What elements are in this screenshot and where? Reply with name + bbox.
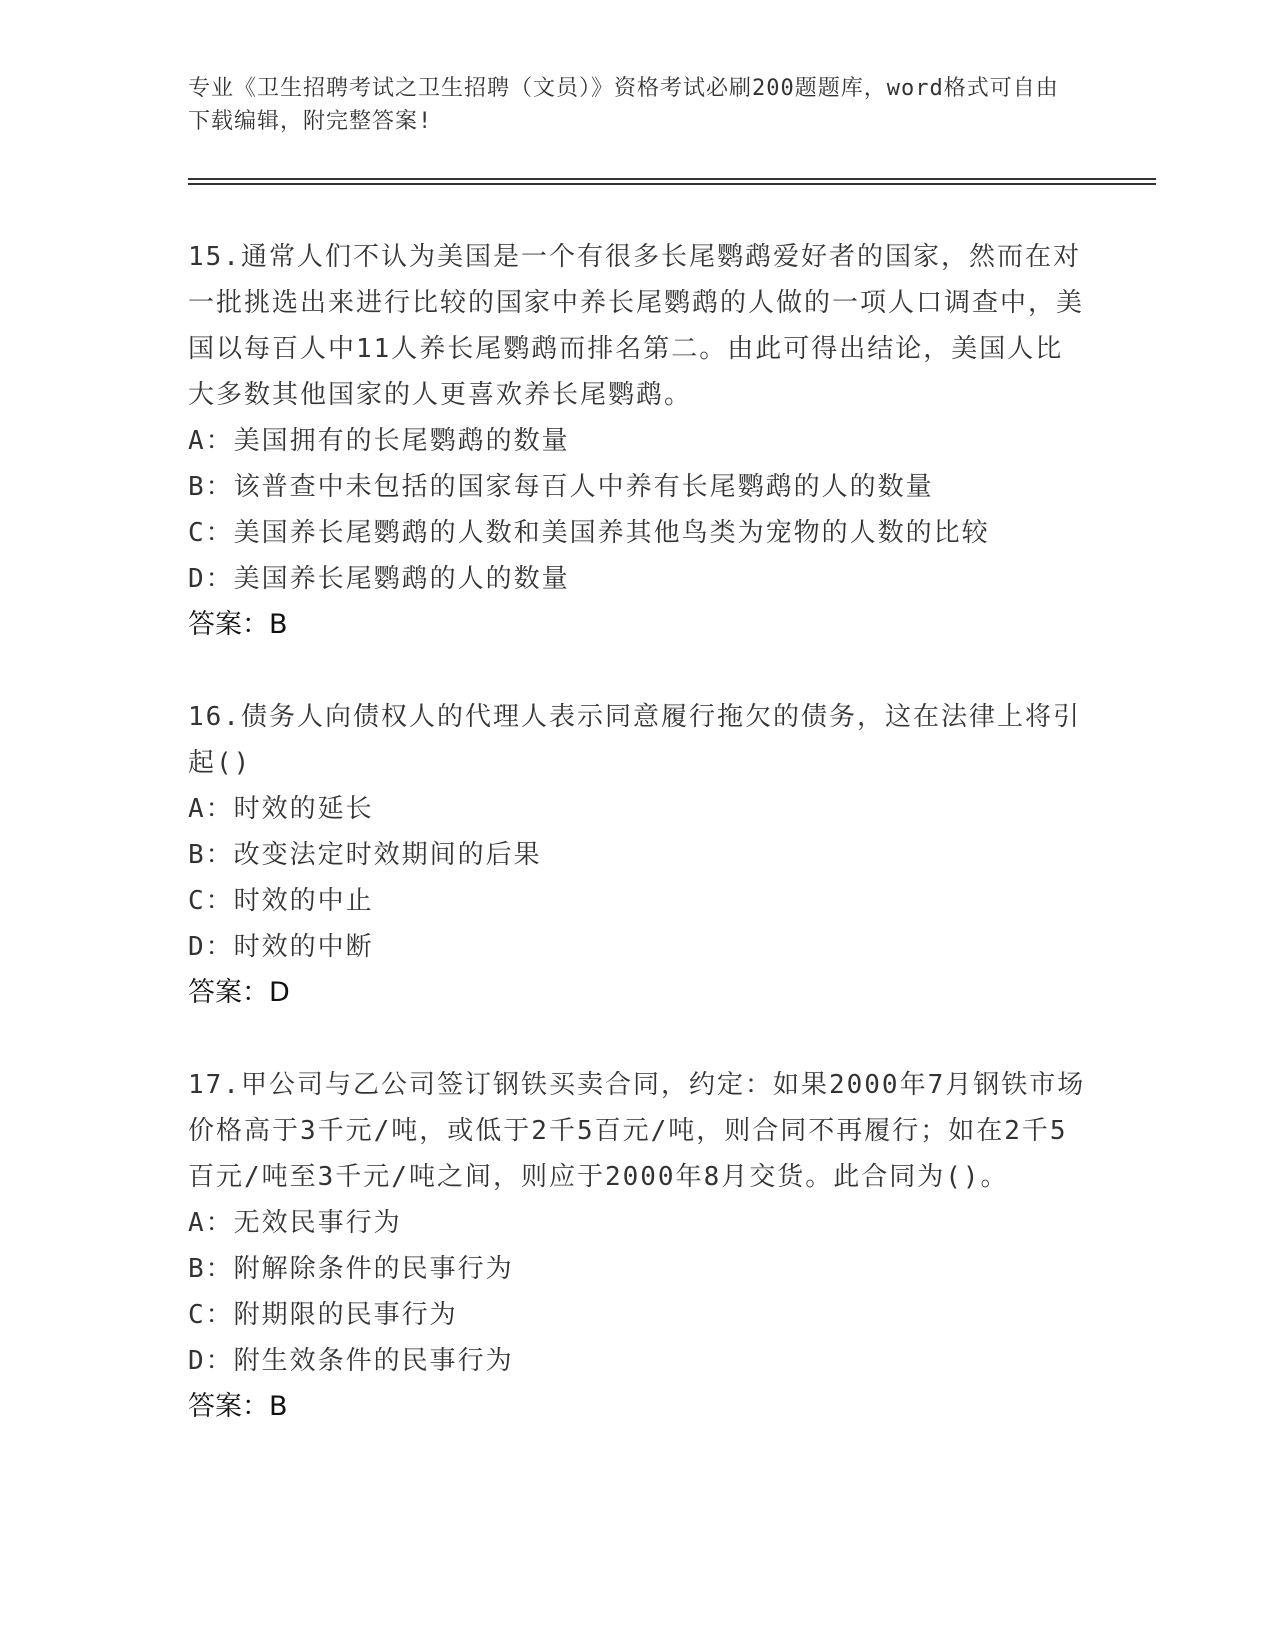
question-16 [188,694,1088,1016]
answer-line: 答案：B [188,609,288,640]
option-c: C：时效的中止 [188,886,374,916]
spacer [188,648,1088,694]
answer-line: 答案：B [188,1391,288,1422]
question-17 [188,1062,1088,1430]
question-stem: 17.甲公司与乙公司签订钢铁买卖合同，约定：如果2000年7月钢铁市场价格高于3千元/吨，或低于2千5百元/吨，则合同不再履行；如在2千5百元/吨至3千元/吨之间，则应于2000年8月交货。此合同为()。 [188,1070,1086,1192]
spacer [188,1016,1088,1062]
option-a: A：时效的延长 [188,794,374,824]
option-a: A：美国拥有的长尾鹦鹉的数量 [188,426,570,456]
question-stem: 15.通常人们不认为美国是一个有很多长尾鹦鹉爱好者的国家，然而在对一批挑选出来进行比较的国家中养长尾鹦鹉的人做的一项人口调查中，美国以每百人中11人养长尾鹦鹉而排名第二。由此可得出结论，美国人比大多数其他国家的人更喜欢养长尾鹦鹉。 [188,242,1085,410]
option-c: C：美国养长尾鹦鹉的人数和美国养其他鸟类为宠物的人数的比较 [188,518,990,548]
option-b: B：该普查中未包括的国家每百人中养有长尾鹦鹉的人的数量 [188,472,934,502]
option-d: D：附生效条件的民事行为 [188,1346,514,1376]
question-stem: 16.债务人向债权人的代理人表示同意履行拖欠的债务，这在法律上将引起() [188,702,1081,778]
option-c: C：附期限的民事行为 [188,1300,458,1330]
header-divider-bottom [188,183,1156,185]
header-divider-top [188,178,1156,180]
answer-line: 答案：D [188,977,290,1008]
question-15 [188,234,1088,648]
document-header: 专业《卫生招聘考试之卫生招聘（文员）》资格考试必刷200题题库，word格式可自由下载编辑，附完整答案! [188,76,1059,134]
option-d: D：时效的中断 [188,932,374,962]
option-b: B：改变法定时效期间的后果 [188,840,542,870]
option-b: B：附解除条件的民事行为 [188,1254,514,1284]
question-list [188,234,1088,1430]
option-a: A：无效民事行为 [188,1208,402,1238]
option-d: D：美国养长尾鹦鹉的人的数量 [188,564,570,594]
